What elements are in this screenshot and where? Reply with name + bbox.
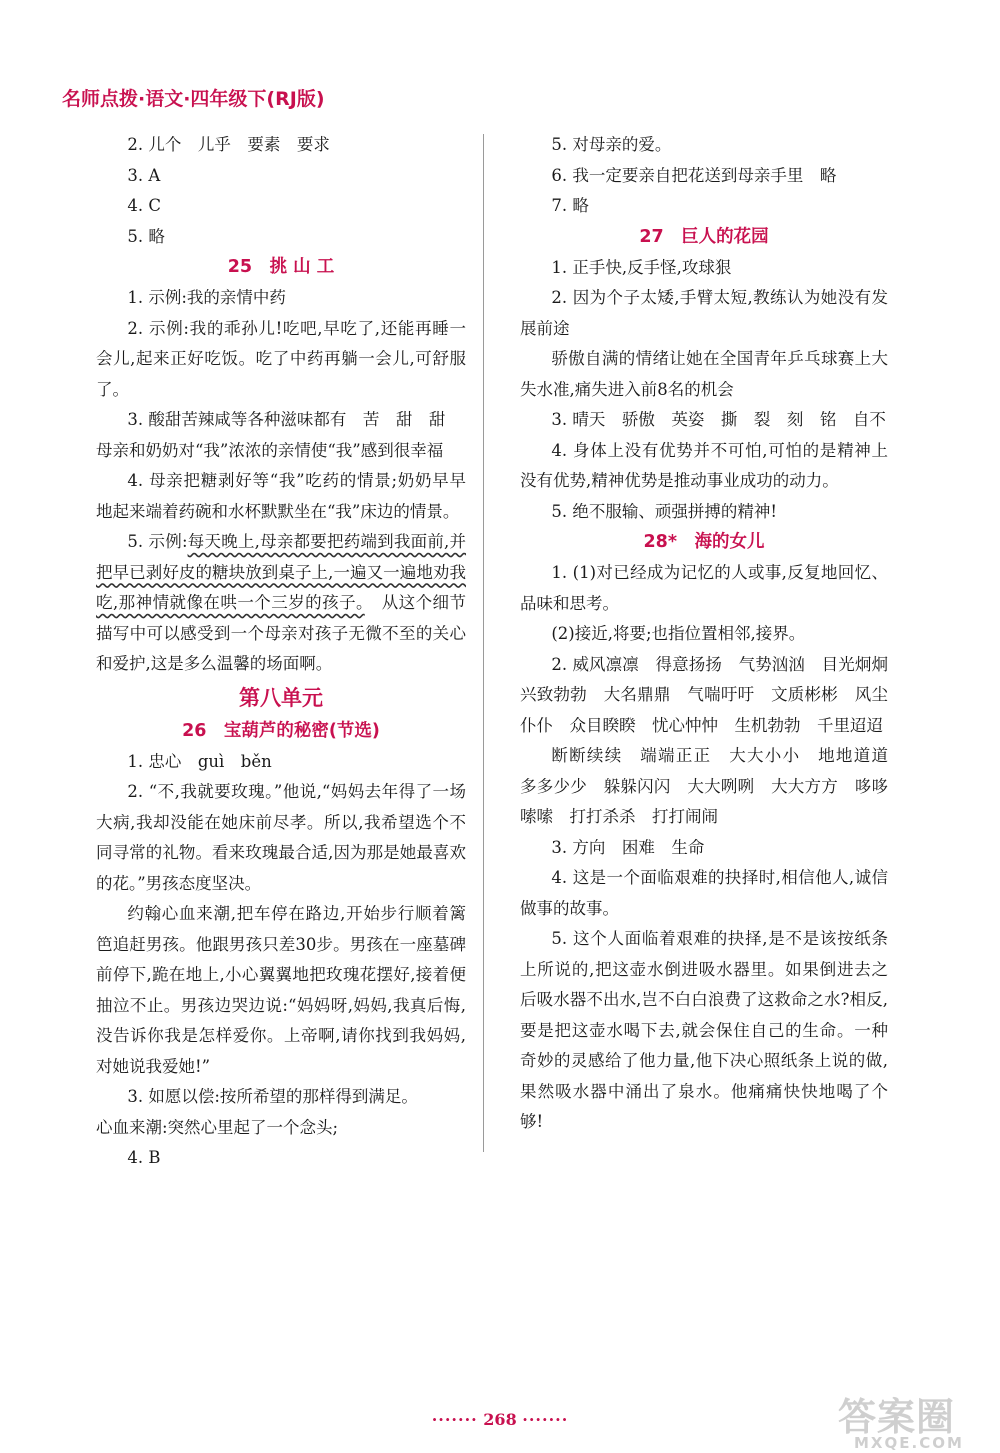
answer-paragraph: 3. 酸甜苦辣咸等各种滋味都有 苦 甜 甜 <box>127 410 446 429</box>
answer-paragraph: 3. A <box>127 165 161 185</box>
left-column <box>96 130 466 1174</box>
answer-paragraph: 1. 忠心 guì běn <box>127 751 272 771</box>
watermark-url: MXQE.COM <box>854 1434 964 1452</box>
answer-paragraph: 2. 因为个子太矮,手臂太短,教练认为她没有发展前途 <box>520 288 888 338</box>
answer-paragraph: 4. C <box>127 196 161 215</box>
answer-paragraph: 6. 我一定要亲自把花送到母亲手里 略 <box>551 165 837 185</box>
answer-paragraph: 1. 示例:我的亲情中药 <box>127 288 286 307</box>
answer-paragraph: 母亲和奶奶对“我”浓浓的亲情使“我”感到很幸福 <box>96 440 444 460</box>
wavy-underlined-text: 每天晚上,母亲都要把药端到我面前,并把早已剥好皮的糖块放到桌子上,一遍又一遍地劝我吃,那神情就像在哄一个三岁的孩子。 <box>96 532 467 612</box>
answer-paragraph: 5. 略 <box>127 226 165 246</box>
page-number: 268 <box>483 1410 517 1429</box>
answer-paragraph: 4. 母亲把糖剥好等“我”吃药的情景;奶奶早早地起来端着药碗和水杯默默坐在“我”床边的情景。 <box>96 471 466 521</box>
column-divider <box>483 134 484 1152</box>
right-column <box>520 130 905 1138</box>
lesson-heading: 26 宝葫芦的秘密(节选) <box>182 720 380 741</box>
answer-paragraph: 5. 绝不服输、顽强拼搏的精神! <box>551 501 777 521</box>
answer-paragraph: 心血来潮:突然心里起了一个念头; <box>96 1117 339 1137</box>
book-header: 名师点拨·语文·四年级下(RJ版) <box>62 88 325 110</box>
answer-paragraph: 3. 晴天 骄傲 英姿 撕 裂 刻 铭 自不 <box>551 410 886 429</box>
answer-paragraph: 3. 方向 困难 生命 <box>551 837 705 857</box>
answer-paragraph: 骄傲自满的情绪让她在全国青年乒乓球赛上大失水准,痛失进入前8名的机会 <box>520 349 888 399</box>
answer-paragraph: 4. B <box>127 1148 161 1167</box>
lesson-heading: 28* 海的女儿 <box>643 532 765 552</box>
answer-paragraph: 2. 示例:我的乖孙儿!吃吧,早吃了,还能再睡一会儿,起来正好吃饭。吃了中药再躺一会儿,可舒服了。 <box>96 318 466 399</box>
lesson-heading: 25 挑 山 工 <box>227 257 335 277</box>
footer-dots-right: ······· <box>522 1410 569 1429</box>
answer-lead: 5. 示例: <box>127 532 188 551</box>
answer-tail: 从这个细节描写中可以感受到一个母亲对孩子无微不至的关心和爱护,这是多么温馨的场面啊。 <box>96 593 467 673</box>
answer-paragraph: 1. (1)对已经成为记忆的人或事,反复地回忆、品味和思考。 <box>520 563 888 613</box>
answer-paragraph: 4. 这是一个面临艰难的抉择时,相信他人,诚信做事的故事。 <box>520 868 888 918</box>
answer-paragraph: 5. 对母亲的爱。 <box>551 135 672 154</box>
answer-paragraph <box>96 527 466 680</box>
footer-dots-left: ······· <box>431 1410 478 1429</box>
answer-paragraph: (2)接近,将要;也指位置相邻,接界。 <box>551 624 806 643</box>
answer-paragraph: 约翰心血来潮,把车停在路边,开始步行顺着篱笆追赶男孩。他跟男孩只差30步。男孩在一座墓碑前停下,跪在地上,小心翼翼地把玫瑰花摆好,接着便抽泣不止。男孩边哭边说:“妈妈呀,妈妈,我真后悔,没告诉你我是怎样爱你。上帝啊,请你找到我妈妈,对她说我爱她!” <box>96 904 466 1076</box>
answer-paragraph: 断断续续 端端正正 大大小小 地地道道 多多少少 躲躲闪闪 大大咧咧 大大方方 哆哆嗦嗦 打打杀杀 打打闹闹 <box>520 746 905 826</box>
answer-paragraph: 2. “不,我就要玫瑰。”他说,“妈妈去年得了一场大病,我却没能在她床前尽孝。所以,我希望选个不同寻常的礼物。看来玫瑰最合适,因为那是她最喜欢的花。”男孩态度坚决。 <box>96 782 466 893</box>
answer-paragraph: 7. 略 <box>551 196 589 215</box>
answer-paragraph: 1. 正手快,反手怪,攻球狠 <box>551 257 732 277</box>
answer-paragraph: 2. 威风凛凛 得意扬扬 气势汹汹 目光炯炯 兴致勃勃 大名鼎鼎 气喘吁吁 文质彬彬 风尘仆仆 众目睽睽 忧心忡忡 生机勃勃 千里迢迢 <box>520 654 905 735</box>
answer-paragraph: 3. 如愿以偿:按所希望的那样得到满足。 <box>127 1087 418 1106</box>
answer-paragraph: 4. 身体上没有优势并不可怕,可怕的是精神上没有优势,精神优势是推动事业成功的动力。 <box>520 440 888 490</box>
unit-heading: 第八单元 <box>239 685 323 710</box>
watermark-text: 答案圈 <box>838 1395 956 1439</box>
lesson-heading: 27 巨人的花园 <box>639 226 769 247</box>
watermark-logo <box>838 1395 964 1452</box>
answer-paragraph: 2. 儿个 儿乎 要素 要求 <box>127 135 330 154</box>
answer-paragraph: 5. 这个人面临着艰难的抉择,是不是该按纸条上所说的,把这壶水倒进吸水器里。如果倒进去之后吸水器不出水,岂不白白浪费了这救命之水?相反,要是把这壶水喝下去,就会保住自己的生命。一种奇妙的灵感给了他力量,他下决心照纸条上说的做,果然吸水器中涌出了泉水。他痛痛快快地喝了个够! <box>520 929 888 1131</box>
